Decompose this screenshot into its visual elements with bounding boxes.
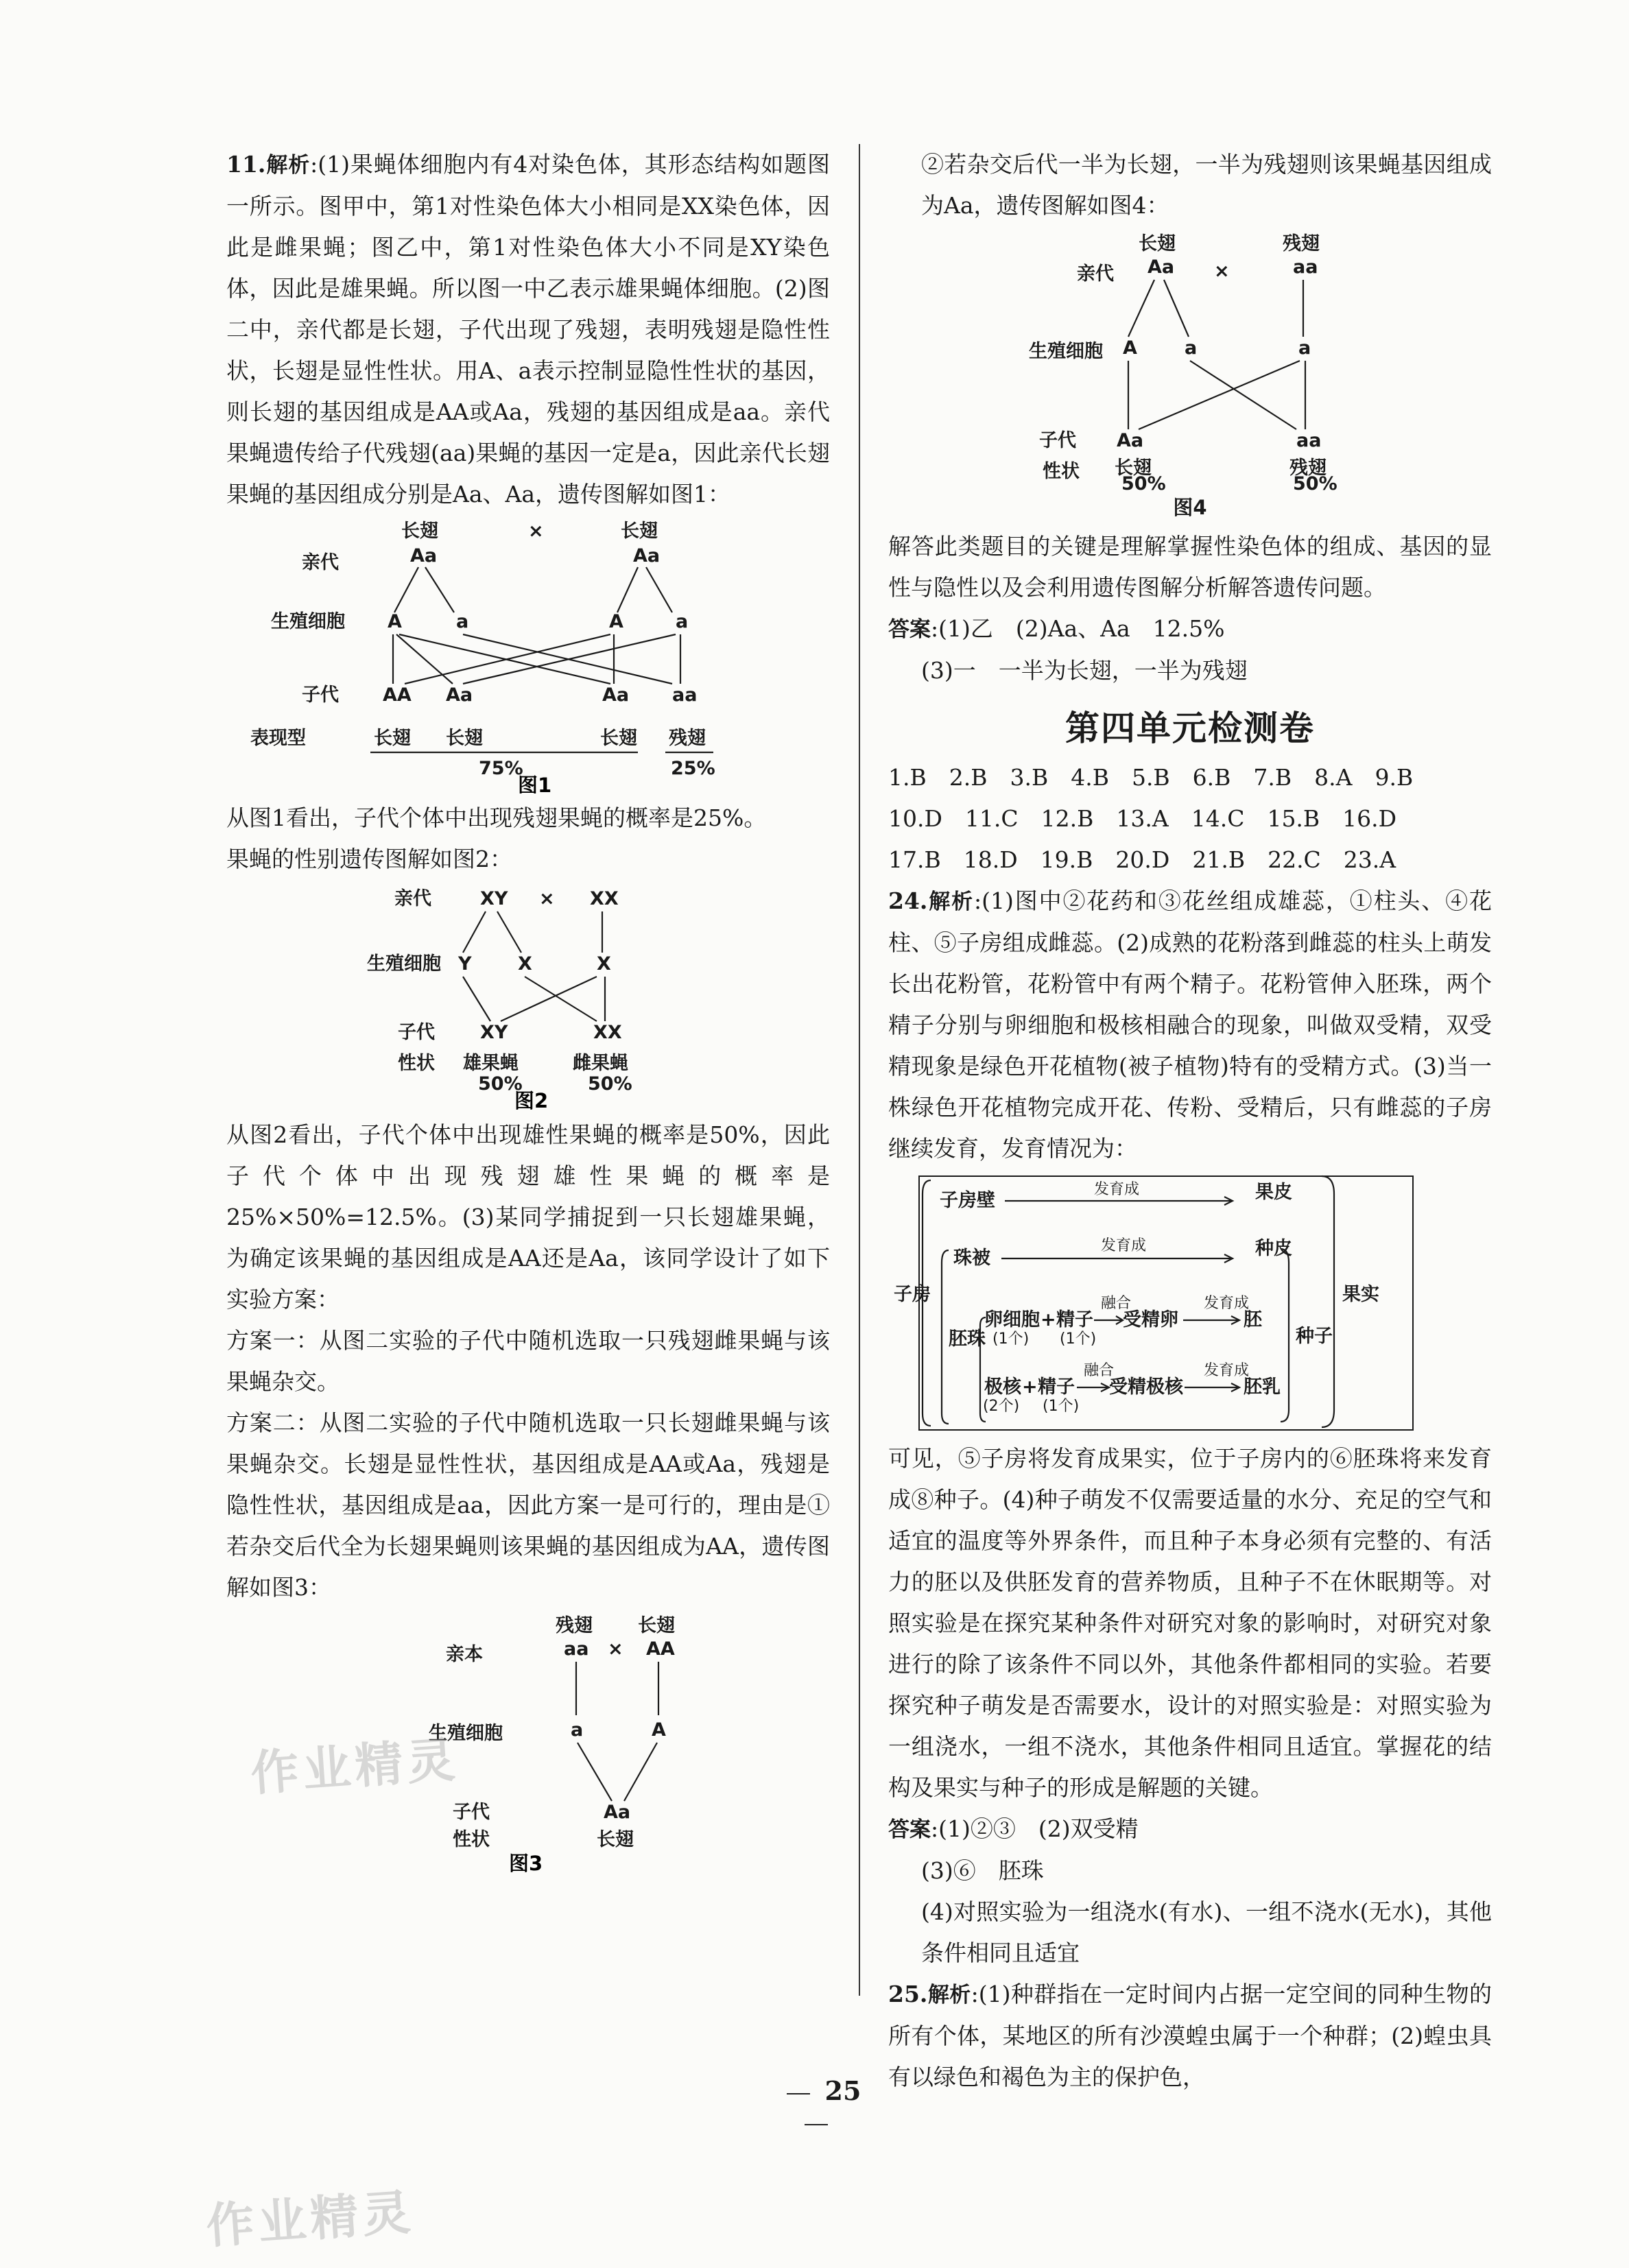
q11-text: (1)果蝇体细胞内有4对染色体，其形态结构如题图一所示。图甲中，第1对性染色体大小相同是XX染色体，因此是雌果蝇；图乙中，第1对性染色体大小不同是XY染色体，因此是雄果蝇。所以图一中乙表示雄果蝇体细胞。(2)图二中，亲代都是长翅，子代出现了残翅，表明残翅是隐性性状，长翅是显性性状。用A、a表示控制显隐性性状的基因，则长翅的基因组成是AA或Aa，残翅的基因组成是aa。亲代果蝇遗传给子代残翅(aa)果蝇的基因一定是a，因此亲代长翅果蝇的基因组成分别是Aa、Aa，遗传图解如图1： — [226, 151, 830, 508]
fig3-child-label: 子代 — [453, 1802, 490, 1823]
p-sex-heredity: 果蝇的性别遗传图解如图2： — [226, 846, 512, 872]
flow-egg-one: (1个) — [992, 1330, 1030, 1348]
fig1-pct1: 75% — [479, 758, 523, 779]
fig3-gamete-label: 生殖细胞 — [429, 1723, 503, 1744]
fig1-g2: a — [456, 611, 469, 632]
flow-develop-3: 发育成 — [1204, 1295, 1250, 1312]
fig1-c1: AA — [383, 684, 412, 706]
fig4-t2: 残翅 — [1289, 457, 1327, 479]
answer-label-24: 答案 — [888, 1817, 931, 1842]
p-plan-1: 方案一：从图二实验的子代中随机选取一只残翅雌果蝇与该果蝇杂交。 — [226, 1327, 830, 1395]
p-key-point: 解答此类题目的关键是理解掌握性染色体的组成、基因的显性与隐性以及会利用遗传图解分析解答遗传问题。 — [888, 533, 1492, 601]
answer-11-line-1: (1)乙 (2)Aa、Aa 12.5% — [938, 615, 1225, 642]
q11-number: 11. — [226, 151, 266, 178]
fig1-c3: Aa — [602, 684, 630, 706]
fig1-pct2: 25% — [671, 758, 715, 779]
fig1-g1: A — [388, 611, 402, 632]
fig3-g1: a — [571, 1719, 584, 1741]
mc-answers-3: 17.B 18.D 19.B 20.D 21.B 22.C 23.A — [888, 846, 1396, 873]
flow-plus-2: + — [1022, 1376, 1038, 1398]
fig3-cross: × — [608, 1638, 623, 1660]
fig4-h2: 残翅 — [1283, 233, 1320, 254]
fig1-pheno-2: 长翅 — [446, 728, 483, 749]
flow-endosperm: 胚乳 — [1244, 1376, 1281, 1398]
flow-ovary-1: 子房 — [894, 1284, 931, 1305]
fig3-h2: 长翅 — [638, 1615, 675, 1636]
flow-egg: 卵细胞 — [984, 1309, 1040, 1330]
p-right-top: ②若杂交后代一半为长翅，一半为残翅则该果蝇基因组成为Aa，遗传图解如图4： — [921, 151, 1492, 219]
q24-text-2: 可见，⑤子房将发育成果实，位于子房内的⑥胚珠将来发育成⑧种子。(4)种子萌发不仅需要适量的水分、充足的空气和适宜的温度等外界条件，而且种子本身必须有完整的、有活力的胚以及供胚发育的营养物质，且种子不在休眠期等。对照实验是在探究某种条件对研究对象的影响时，对研究对象进行的除了该条件不同以外，其他条件都相同的实验。若要探究种子萌发是否需要水，设计的对照实验是：对照实验为一组浇水，一组不浇水，其他条件相同且适宜。掌握花的结构及果实与种子的形成是解题的关键。 — [888, 1445, 1492, 1801]
fig2-child-label: 子代 — [398, 1022, 435, 1043]
fig2-trait-label: 性状 — [398, 1053, 435, 1074]
fig2-c2: XX — [593, 1022, 622, 1043]
fig4-cross: × — [1214, 261, 1230, 282]
analysis-label-25: 解析 — [927, 1983, 971, 2007]
fig1-c2: Aa — [446, 684, 473, 706]
q11-analysis: 11.解析:(1)果蝇体细胞内有4对染色体，其形态结构如题图一所示。图甲中，第1对性染色体大小相同是XX染色体，因此是雌果蝇；图乙中，第1对性染色体大小不同是XY染色体，因此是雄果蝇。所以图一中乙表示雄果蝇体细胞。(2)图二中，亲代都是长翅，子代出现了残翅，表明残翅是隐性性状，长翅是显性性状。用A、a表示控制显隐性性状的基因，则长翅的基因组成是AA或Aa，残翅的基因组成是aa。亲代果蝇遗传给子代残翅(aa)果蝇的基因一定是a，因此亲代长翅果蝇的基因组成分别是Aa、Aa，遗传图解如图1： — [226, 151, 830, 508]
analysis-label: 解析 — [265, 153, 311, 178]
fig1-pheno-1: 长翅 — [374, 728, 411, 749]
fig3-t1: 长翅 — [597, 1829, 634, 1850]
flow-fruit: 果实 — [1342, 1284, 1379, 1305]
fig4-pct1: 50% — [1121, 473, 1166, 491]
figure-4-genetic-diagram — [888, 230, 1492, 491]
column-divider — [859, 144, 860, 1996]
fig4-trait-label: 性状 — [1043, 461, 1080, 482]
left-column — [226, 144, 830, 1877]
flow-sperm-1: 精子 — [1056, 1309, 1093, 1330]
fig1-c4: aa — [672, 684, 698, 706]
fig1-long-1: 长翅 — [401, 521, 438, 542]
q24-text-1: (1)图中②花药和③花丝组成雄蕊，①柱头、④花柱、⑤子房组成雌蕊。(2)成熟的花粉落到雌蕊的柱头上萌发长出花粉管，花粉管中有两个精子。花粉管伸入胚珠，两个精子分别与卵细胞和极核相融合的现象，叫做双受精，双受精现象是绿色开花植物(被子植物)特有的受精方式。(3)当一株绿色开花植物完成开花、传粉、受精后，只有雌蕊的子房继续发育，发育情况为： — [888, 887, 1493, 1162]
flow-fert-polar: 受精极核 — [1109, 1376, 1183, 1398]
fig1-p2: Aa — [633, 545, 661, 566]
fig1-pheno-3: 长翅 — [600, 728, 637, 749]
fig2-pct2: 50% — [588, 1073, 632, 1095]
fig2-g2: X — [518, 953, 532, 975]
fig2-p2: XX — [590, 888, 619, 909]
fig4-parent-label: 亲代 — [1077, 263, 1114, 285]
fig2-t1: 雄果蝇 — [463, 1053, 519, 1074]
flow-plus-1: + — [1041, 1309, 1056, 1330]
fig3-c1: Aa — [604, 1802, 631, 1823]
flow-seed: 种子 — [1296, 1326, 1333, 1347]
figure-1-genetic-diagram — [226, 519, 830, 793]
fig3-g2: A — [652, 1719, 666, 1741]
answer-label-11: 答案 — [888, 617, 931, 642]
fig3-caption: 图3 — [509, 1852, 543, 1873]
p-plan-2: 方案二：从图二实验的子代中随机选取一只长翅雌果蝇与该果蝇杂交。长翅是显性性状，基因组成是AA或Aa，残翅是隐性性状，基因组成是aa，因此方案一是可行的，理由是①若杂交后代全为长翅果蝇则该果蝇的基因组成为AA，遗传图解如图3： — [226, 1409, 830, 1601]
fig2-g3: X — [597, 953, 611, 975]
fig1-g4: a — [676, 611, 689, 632]
p-after-fig2: 从图2看出，子代个体中出现雄性果蝇的概率是50%，因此子代个体中出现残翅雄性果蝇的概率是25%×50%=12.5%。(3)某同学捕捉到一只长翅雄果蝇，为确定该果蝇的基因组成是AA还是Aa，该同学设计了如下实验方案： — [226, 1121, 830, 1313]
mc-answers-1: 1.B 2.B 3.B 4.B 5.B 6.B 7.B 8.A 9.B — [888, 764, 1414, 791]
fig4-p1: Aa — [1148, 256, 1175, 278]
fig1-gamete-label: 生殖细胞 — [271, 611, 345, 632]
flow-embryo: 胚 — [1244, 1309, 1262, 1330]
flow-ovule: 胚珠 — [949, 1328, 986, 1350]
fruit-development-diagram — [888, 1173, 1492, 1434]
watermark-1: 作业精灵 — [248, 1731, 461, 1802]
fig4-t1: 长翅 — [1115, 457, 1152, 479]
fig1-caption: 图1 — [518, 774, 552, 793]
answer-24-line-2: (3)⑥ 胚珠 — [921, 1857, 1044, 1884]
answer-24-line-3: (4)对照实验为一组浇水(有水)、一组不浇水(无水)，其他条件相同且适宜 — [921, 1898, 1492, 1966]
section-title: 第四单元检测卷 — [1065, 708, 1315, 748]
flow-zygote: 受精卵 — [1123, 1309, 1178, 1330]
fig4-c1: Aa — [1117, 430, 1144, 451]
analysis-label-24: 解析 — [927, 890, 974, 914]
answer-11-line-2: (3)一 一半为长翅，一半为残翅 — [921, 657, 1248, 684]
fig4-g2: a — [1185, 337, 1198, 359]
answer-24-line-1: (1)②③ (2)双受精 — [938, 1815, 1139, 1842]
flow-ovary-wall: 子房壁 — [940, 1190, 995, 1211]
fig3-p2: AA — [646, 1638, 675, 1660]
watermark-2: 作业精灵 — [204, 2184, 416, 2255]
fig3-p1: aa — [564, 1638, 589, 1660]
right-column: ②若杂交后代一半为长翅，一半为残翅则该果蝇基因组成为Aa，遗传图解如图4： 长翅 残翅 亲代 Aa × aa 生殖细胞 A a a 子代 Aa aa 性状 长翅 残翅 50% 50% 图4 解答此类题目的关键是理解掌握性染色体的组成、基因的显性与隐性以及会利用遗传图解分析解答遗传问题。 答案:(1)乙 (2)Aa、Aa 12.5% (3)一 一半为长翅，一半为残翅 第四单元检测卷 1.B 2.B 3.B 4.B 5.B 6.B 7.B 8.A 9.B 10.D 11.C 12.B 13.A 14.C 15.B 16.D 17.B 18.D 19.B 20.D 21.B 22.C 23.A 24.解析:(1)图中②花药和③花丝组成雄蕊，①柱头、④花柱、⑤子房组成雌蕊。(2)成熟的花粉落到雌蕊的柱头上萌发长出花粉管，花粉管中有两个精子。花粉管伸入胚珠，两个精子分别与卵细胞和极核相融合的现象，叫做双受精，双受精现象是绿色开花植物(被子植物)特有的受精方式。(3)当一株绿色开花植物完成开花、传粉、受精后，只有雌蕊的子房继续发育，发育情况为： 子房 子房壁 发育成 果皮 珠被 发育成 种皮 胚珠 卵细胞 (1个) + 精子 (1个) 融合 受精卵 发育成 胚 极核 (2个) + 精子 (1个) 融合 受精极核 发育成 胚乳 种子 果实 可见，⑤子房将发育成果实，位于子房内的⑥胚珠将来发育成⑧种子。(4)种子萌发不仅需要适量的水分、充足的空气和适宜的温度等外界条件，而且种子本身必须有完整的、有活力的胚以及供胚发育的营养物质，且种子不在休眠期等。对照实验是在探究某种条件对研究对象的影响时，对研究对象进行的除了该条件不同以外，其他条件都相同的实验。若要探究种子萌发是否需要水，设计的对照实验是：对照实验为一组浇水，一组不浇水，其他条件相同且适宜。掌握花的结构及果实与种子的形成是解题的关键。 答案:(1)②③ (2)双受精 (3)⑥ 胚珠 (4)对照实验为一组浇水(有水)、一组不浇水(无水)，其他条件相同且适宜 25.解析:(1)种群指在一定时间内占据一定空间的同种生物的所有个体，某地区的所有沙漠蝗虫属于一个种群；(2)蝗虫具有以绿色和褐色为主的保护色， — [888, 144, 1492, 2098]
fig1-long-2: 长翅 — [621, 521, 658, 542]
fig2-caption: 图2 — [514, 1089, 549, 1110]
fig4-p2: aa — [1293, 256, 1318, 278]
fig4-child-label: 子代 — [1039, 430, 1076, 451]
fig1-cross: × — [528, 521, 544, 542]
p-after-fig1: 从图1看出，子代个体中出现残翅果蝇的概率是25%。 — [226, 804, 767, 831]
fig1-p1: Aa — [410, 545, 438, 566]
fig2-t2: 雌果蝇 — [573, 1053, 628, 1074]
fig2-c1: XY — [480, 1022, 508, 1043]
fig4-pct2: 50% — [1293, 473, 1337, 491]
fig4-g3: a — [1298, 337, 1311, 359]
fig4-caption: 图4 — [1173, 496, 1207, 519]
figure-2-sex-diagram — [226, 884, 830, 1110]
flow-seed-coat: 种皮 — [1255, 1238, 1292, 1259]
flow-fuse-2: 融合 — [1084, 1362, 1115, 1379]
q25-text: (1)种群指在一定时间内占据一定空间的同种生物的所有个体，某地区的所有沙漠蝗虫属于一个种群；(2)蝗虫具有以绿色和褐色为主的保护色， — [888, 1981, 1493, 2090]
q25-number: 25. — [888, 1981, 928, 2007]
fig1-pheno-label: 表现型 — [250, 728, 306, 749]
fig4-g1: A — [1123, 337, 1137, 359]
fig3-parent-label: 亲本 — [446, 1644, 483, 1665]
fig2-p1: XY — [480, 888, 508, 909]
flow-sperm-2: 精子 — [1038, 1376, 1075, 1398]
fig4-h1: 长翅 — [1139, 233, 1176, 254]
flow-develop-4: 发育成 — [1204, 1362, 1250, 1379]
fig2-cross: × — [539, 888, 555, 909]
fig1-pheno-4: 残翅 — [669, 728, 706, 749]
flow-sperm1-one: (1个) — [1060, 1330, 1097, 1348]
flow-develop-1: 发育成 — [1094, 1181, 1140, 1198]
flow-sperm2-one: (1个) — [1043, 1398, 1080, 1415]
flow-peel: 果皮 — [1255, 1182, 1292, 1203]
fig2-g1: Y — [458, 953, 472, 975]
fig1-child-label: 子代 — [302, 684, 339, 706]
flow-polar: 极核 — [984, 1376, 1021, 1398]
q24-number: 24. — [888, 887, 928, 914]
fig3-trait-label: 性状 — [453, 1829, 490, 1850]
fig1-parent-label: 亲代 — [302, 552, 339, 573]
flow-fuse-1: 融合 — [1101, 1295, 1132, 1312]
q25-analysis: 25.解析:(1)种群指在一定时间内占据一定空间的同种生物的所有个体，某地区的所有沙漠蝗虫属于一个种群；(2)蝗虫具有以绿色和褐色为主的保护色， — [888, 1981, 1493, 2090]
fig4-gamete-label: 生殖细胞 — [1029, 341, 1103, 362]
fig1-g3: A — [609, 611, 623, 632]
flow-develop-2: 发育成 — [1101, 1237, 1147, 1254]
fig2-parent-label: 亲代 — [394, 888, 431, 909]
fig4-c2: aa — [1296, 430, 1322, 451]
page-number: 25 — [754, 2075, 878, 2137]
fig2-gamete-label: 生殖细胞 — [367, 953, 441, 975]
mc-answers-2: 10.D 11.C 12.B 13.A 14.C 15.B 16.D — [888, 805, 1397, 832]
flow-polar-two: (2个) — [983, 1398, 1020, 1415]
flow-integument: 珠被 — [953, 1248, 990, 1269]
fig3-h1: 残翅 — [556, 1615, 593, 1636]
q24-analysis: 24.解析:(1)图中②花药和③花丝组成雄蕊，①柱头、④花柱、⑤子房组成雌蕊。(2)成熟的花粉落到雌蕊的柱头上萌发长出花粉管，花粉管中有两个精子。花粉管伸入胚珠，两个精子分别与卵细胞和极核相融合的现象，叫做双受精，双受精现象是绿色开花植物(被子植物)特有的受精方式。(3)当一株绿色开花植物完成开花、传粉、受精后，只有雌蕊的子房继续发育，发育情况为： — [888, 887, 1493, 1162]
fig2-pct1: 50% — [478, 1073, 523, 1095]
